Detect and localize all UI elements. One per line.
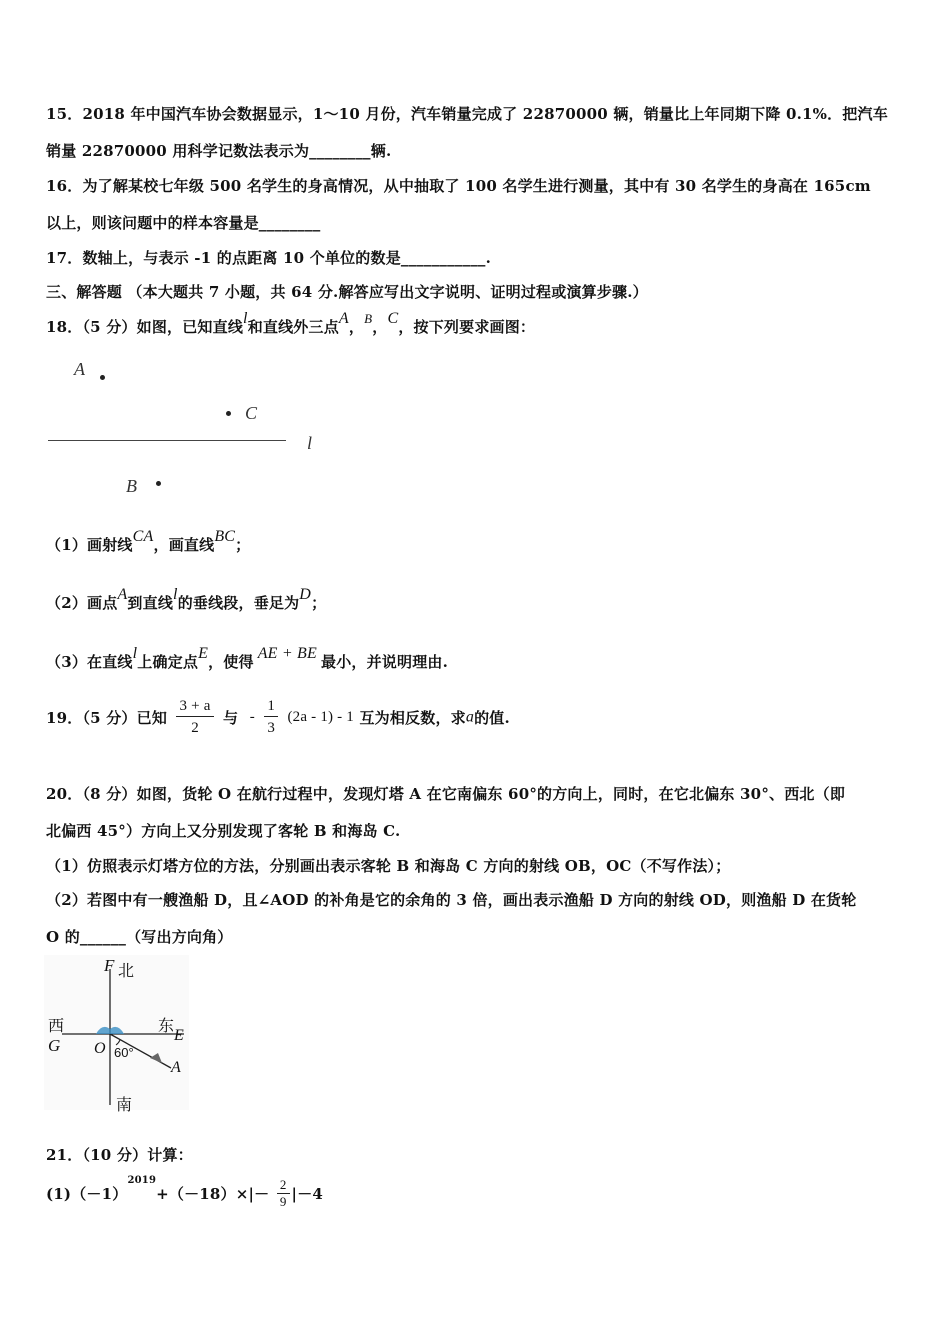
label-east: 东 bbox=[158, 1016, 175, 1035]
q18-mid: 和直线外三点 bbox=[247, 318, 339, 336]
q18-C: C bbox=[387, 310, 399, 327]
q18-stem bbox=[46, 310, 536, 337]
q20-compass-diagram bbox=[44, 955, 189, 1114]
q18-A: A bbox=[338, 310, 349, 327]
q18-p2-l: l bbox=[173, 586, 178, 603]
q17-line: 17．数轴上，与表示 -1 的点距离 10 个单位的数是___________. bbox=[46, 249, 492, 267]
label-south: 南 bbox=[116, 1095, 133, 1114]
q18-p2-D: D bbox=[299, 586, 312, 603]
section-3-heading: 三、解答题 （本大题共 7 小题，共 64 分.解答应写出文字说明、证明过程或演算步骤.） bbox=[46, 283, 648, 301]
q16-line-1: 16．为了解某校七年级 500 名学生的身高情况，从中抽取了 100 名学生进行测量，其中有 30 名学生的身高在 165cm bbox=[46, 177, 871, 195]
q18-suffix: ，按下列要求画图： bbox=[398, 318, 536, 336]
q21-line: 21．（10 分）计算： bbox=[46, 1146, 193, 1164]
q19-fraction-2 bbox=[264, 696, 278, 739]
q18-diagram-B-label: B bbox=[126, 476, 137, 496]
q18-diagram-A-label: A bbox=[74, 359, 85, 379]
label-west: 西 bbox=[48, 1016, 65, 1035]
q18-comma1: ， bbox=[348, 318, 365, 336]
q18-p2-text-a: （2）画点 bbox=[46, 594, 118, 612]
point-C bbox=[226, 411, 231, 416]
label-north: 北 bbox=[118, 961, 135, 980]
q18-p3-expr: AE + BE bbox=[257, 645, 317, 662]
q19-text-b: 与 bbox=[223, 709, 239, 727]
q18-prefix: 18．（5 分）如图，已知直线 bbox=[46, 318, 244, 336]
q18-B: B bbox=[364, 311, 373, 326]
q21-part-1 bbox=[46, 1177, 323, 1210]
q18-p2-text-b: 到直线 bbox=[127, 594, 174, 612]
q18-part-3 bbox=[46, 645, 449, 672]
q18-p3-text-a: （3）在直线 bbox=[46, 653, 133, 671]
q18-part-2 bbox=[46, 586, 327, 613]
q21-frac-den: 9 bbox=[279, 1194, 287, 1209]
q19-text-a: 19．（5 分）已知 bbox=[46, 709, 168, 727]
q18-p3-text-c: ，使得 bbox=[208, 653, 254, 671]
label-angle-60: 60° bbox=[114, 1045, 134, 1060]
q18-part-1 bbox=[46, 528, 251, 555]
q18-p1-BC: BC bbox=[214, 528, 236, 545]
q18-diagram bbox=[40, 355, 340, 505]
q20-part-2-line-1: （2）若图中有一艘渔船 D，且∠AOD 的补角是它的余角的 3 倍，画出表示渔船 D 方向的射线 OD，则渔船 D 在货轮 bbox=[46, 891, 857, 909]
q19-line bbox=[46, 696, 510, 739]
q18-comma2: ， bbox=[372, 318, 388, 336]
q18-p1-text-a: （1）画射线 bbox=[46, 536, 133, 554]
q18-p3-l: l bbox=[132, 645, 138, 662]
label-F: F bbox=[104, 956, 115, 975]
q18-p1-text-b: ，画直线 bbox=[153, 536, 215, 554]
q18-p2-text-c: 的垂线段，垂足为 bbox=[177, 594, 300, 612]
q18-p1-text-c: ； bbox=[235, 536, 251, 554]
q19-frac1-num: 3 + a bbox=[176, 696, 213, 717]
q19-expression: (2a - 1) - 1 bbox=[287, 709, 355, 725]
label-O: O bbox=[94, 1040, 106, 1057]
q21-exponent: 2019 bbox=[127, 1175, 157, 1186]
q18-p3-text-b: 上确定点 bbox=[137, 653, 199, 671]
q21-p1-a: (1)（－1） bbox=[46, 1185, 128, 1203]
q18-p3-E: E bbox=[198, 645, 209, 662]
q19-var: a bbox=[465, 708, 475, 726]
label-G: G bbox=[48, 1036, 61, 1055]
q15-line-2: 销量 22870000 用科学记数法表示为________辆. bbox=[46, 142, 392, 160]
q18-l: l bbox=[243, 310, 248, 327]
q20-part-1: （1）仿照表示灯塔方位的方法，分别画出表示客轮 B 和海岛 C 方向的射线 OB，OC（不写作法）； bbox=[46, 857, 731, 875]
label-E: E bbox=[174, 1027, 184, 1044]
q19-text-d: 的值. bbox=[474, 709, 510, 727]
line-l bbox=[48, 440, 286, 441]
q21-fraction bbox=[277, 1177, 290, 1210]
q18-diagram-C-label: C bbox=[245, 403, 258, 423]
q18-p2-A: A bbox=[117, 586, 128, 603]
q19-minus: - bbox=[249, 709, 255, 725]
q16-line-2: 以上，则该问题中的样本容量是________ bbox=[46, 214, 321, 232]
q19-frac2-num: 1 bbox=[264, 696, 278, 717]
q15-line-1: 15．2018 年中国汽车协会数据显示，1～10 月份，汽车销量完成了 22870000 辆，销量比上年同期下降 0.1%．把汽车 bbox=[46, 105, 888, 123]
q19-frac1-den: 2 bbox=[191, 720, 199, 736]
q20-line-2: 北偏西 45°）方向上又分别发现了客轮 B 和海岛 C. bbox=[46, 822, 401, 840]
q19-fraction-1 bbox=[176, 696, 213, 739]
q21-p1-b: +（－18）×|－ bbox=[156, 1185, 270, 1203]
q21-frac-num: 2 bbox=[277, 1177, 290, 1194]
q20-part-2-line-2: O 的______（写出方向角） bbox=[46, 928, 233, 946]
q18-p1-CA: CA bbox=[132, 528, 154, 545]
label-A: A bbox=[171, 1059, 181, 1076]
q21-p1-c: |－4 bbox=[291, 1185, 324, 1203]
q19-text-c: 互为相反数，求 bbox=[359, 709, 466, 727]
q19-frac2-den: 3 bbox=[267, 720, 276, 736]
q18-diagram-l-label: l bbox=[307, 433, 313, 453]
q18-p2-text-d: ； bbox=[311, 594, 327, 612]
q20-line-1: 20．（8 分）如图，货轮 O 在航行过程中，发现灯塔 A 在它南偏东 60°的方向上，同时，在它北偏东 30°、西北（即 bbox=[46, 785, 846, 803]
point-A bbox=[100, 375, 105, 380]
point-B bbox=[156, 481, 161, 486]
q18-p3-text-d: 最小，并说明理由. bbox=[321, 653, 449, 671]
